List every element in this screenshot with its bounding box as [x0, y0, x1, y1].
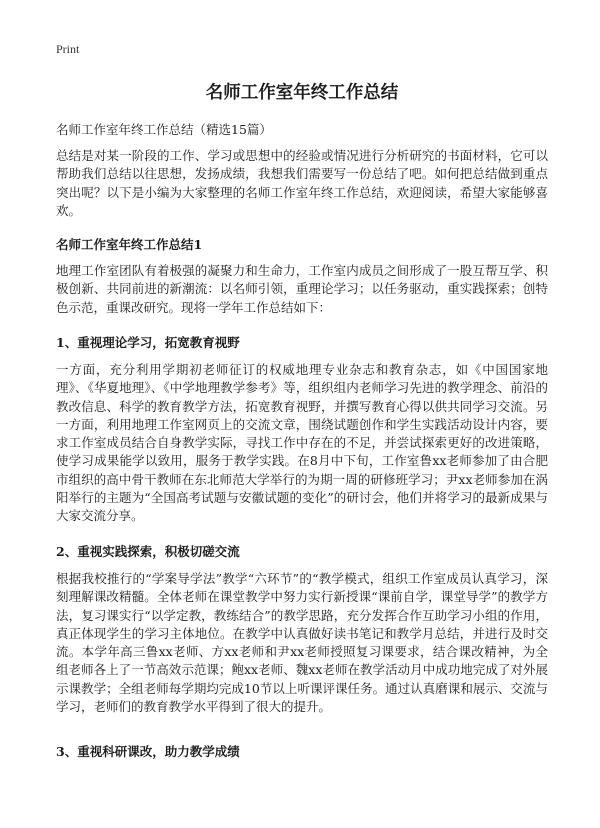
- section-heading: 名师工作室年终工作总结1: [56, 237, 203, 252]
- item-heading-1: 1、重视理论学习，拓宽教育视野: [56, 335, 240, 350]
- section-intro-paragraph: 地理工作室团队有着极强的凝聚力和生命力，工作室内成员之间形成了一股互帮互学、积极创新、共同前进的新潮流：以名师引领，重理论学习；以任务驱动，重实践探索；创特色示范，重课改研究。现将一学年工作总结如下：: [56, 263, 548, 315]
- document-title: 名师工作室年终工作总结: [205, 83, 399, 103]
- document-page: [56, 0, 548, 828]
- document-subtitle: 名师工作室年终工作总结（精选15篇）: [56, 122, 272, 137]
- item-body-1: 一方面，充分利用学期初老师征订的权威地理专业杂志和教育杂志，如《中国国家地理》、《华夏地理》、《中学地理教学参考》等，组织组内老师学习先进的教学理念、前沿的教改信息、科学的教育教学方法，拓宽教育视野，并撰写教育心得以供共同学习交流。另一方面，利用地理工作室网页上的交流文章，围绕试题创作和学生实践活动设计内容，要求工作室成员结合自身教学实际，寻找工作中存在的不足，并尝试探索更好的改进策略，使学习成果能学以致用，服务于教学实践。在8月中下旬，工作室鲁xx老师参加了由合肥市组织的高中骨干教师在东北师范大学举行的为期一周的研修班学习；尹xx老师参加在涡阳举行的主题为“全国高考试题与安徽试题的变化”的研讨会，他们并将学习的最新成果与大家交流分享。: [56, 362, 548, 524]
- item-heading-2: 2、重视实践探索，积极切磋交流: [56, 544, 240, 559]
- item-body-2: 根据我校推行的“学案导学法”教学“六环节”的“教学模式，组织工作室成员认真学习，深刻理解课改精髓。全体老师在课堂教学中努力实行新授课“课前自学，课堂导学”的教学方法，复习课实行“以学定教，教练结合”的教学思路，充分发挥合作互助学习小组的作用，真正体现学生的学习主体地位。在教学中认真做好读书笔记和教学月总结，并进行及时交流。本学年高三鲁xx老师、方xx老师和尹xx老师授照复习课要求，结合课改精神，为全组老师各上了一节高效示范课；鲍xx老师、魏xx老师在教学活动月中成功地完成了对外展示课教学；全组老师每学期均完成10节以上听课评课任务。通过认真磨课和展示、交流与学习，老师们的教育教学水平得到了很大的提升。: [56, 571, 548, 715]
- print-label: Print: [56, 42, 80, 56]
- intro-paragraph: 总结是对某一阶段的工作、学习或思想中的经验或情况进行分析研究的书面材料，它可以帮助我们总结以往思想，发扬成绩，我想我们需要写一份总结了吧。如何把总结做到重点突出呢？以下是小编为大家整理的名师工作室年终工作总结，欢迎阅读，希望大家能够喜欢。: [56, 148, 548, 218]
- item-heading-3: 3、重视科研课改，助力教学成绩: [56, 744, 240, 759]
